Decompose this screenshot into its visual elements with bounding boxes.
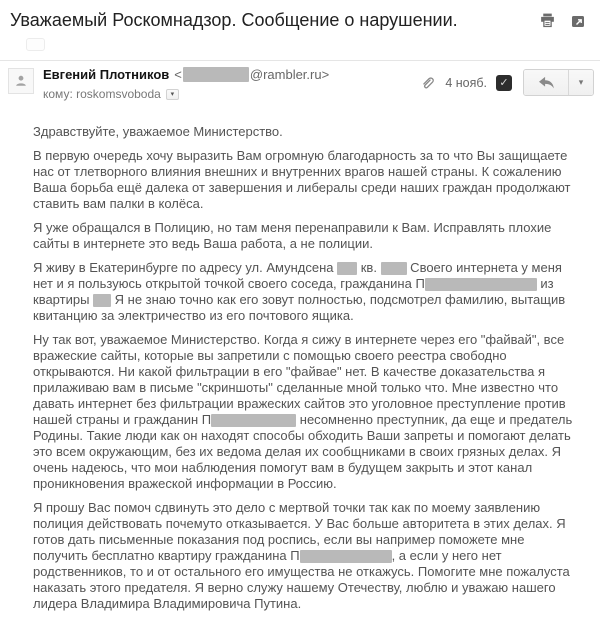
- printer-icon[interactable]: [539, 12, 556, 29]
- email-meta: [420, 66, 594, 96]
- redacted-text: [381, 262, 407, 275]
- open-in-new-icon[interactable]: [569, 12, 586, 29]
- email-bracket-open: <: [174, 67, 182, 82]
- email-domain: @rambler.ru>: [249, 67, 330, 82]
- redacted-text: [211, 414, 296, 427]
- redacted-text: [300, 550, 392, 563]
- email-date: 4 нояб.: [445, 75, 487, 90]
- sender-info: [43, 66, 420, 101]
- checked-checkbox[interactable]: [496, 75, 512, 91]
- redacted-email-user: [183, 67, 249, 82]
- reply-button[interactable]: [524, 70, 569, 95]
- show-details-button[interactable]: [166, 89, 179, 100]
- recipient-text: кому: roskomsvoboda: [43, 87, 161, 101]
- recipient-line: [43, 88, 420, 101]
- sender-header: [0, 61, 600, 101]
- subject-actions: [539, 12, 586, 29]
- avatar: [8, 68, 34, 94]
- more-actions-button[interactable]: [569, 70, 593, 95]
- redacted-text: [93, 294, 111, 307]
- email-paragraph: Здравствуйте, уважаемое Министерство.: [33, 124, 283, 139]
- redacted-text: [425, 278, 537, 291]
- faded-label-chip: [26, 38, 45, 51]
- email-paragraph: Я прошу Вас помоч сдвинуть это дело с мертвой точки так как по моему заявлению полиция действовать почемуто отказывается. У Вас больше авторитета в этих делах. Я готов дать письменные показания под роспись, если вы например поможете мне получить бесплатно квартиру гражданина П , а если у него нет родственников, то и от остального его имущества не откажусь. Помогите мне пожалуста наказать этого предателя. Я верно служу нашему Отечеству, люблю и уважаю нашего лидера Владимира Владимировича Путина.: [33, 500, 570, 611]
- check-icon: ✓: [499, 77, 509, 89]
- email-paragraph: Ну так вот, уважаемое Министерство. Когда я сижу в интернете через его "файвай", все вражеские сайты, которые вы запретили с помощью своего реестра свободно открываются. Ни какой фильтрации в его "файвае" нет. В качестве доказательства я прилаживаю вам в письме "скриншоты" сделанные мной только что. Мне известно что давать интернет без фильтрации вражеских сайтов это уголовное преступление против нашей страны и гражданин П несомненно преступник, да еще и предатель Родины. Такие люди как он находят способы обходить Ваши запреты и помогают делать это всем окружающим, без их ведома делая их сообщниками в своих грязных делах. Я очень надеюсь, что мои наблюдения помогут вам в будущем закрыть и этот канал проникновения вражеской информации в Россию.: [33, 332, 573, 491]
- reply-button-group: [523, 69, 594, 96]
- email-paragraph: Я уже обращался в Полицию, но там меня перенаправили к Вам. Исправлять плохие сайты в интернете это ведь Ваша работа, а не полиции.: [33, 220, 552, 251]
- chevron-down-icon: ▾: [170, 91, 175, 98]
- sender-line: [43, 66, 420, 83]
- email-paragraph: Я живу в Екатеринбурге по адресу ул. Амундсена кв. Своего интернета у меня нет и я пользуюсь открытой точкой своего соседа, гражданина П из квартиры Я не знаю точно как его зовут полностью, подсмотрел фамилию, вытащив квитанцию за электричество из его почтового ящика.: [33, 260, 566, 323]
- paperclip-icon: [420, 75, 438, 90]
- email-subject: Уважаемый Роскомнадзор. Сообщение о нарушении.: [10, 10, 458, 30]
- redacted-text: [337, 262, 357, 275]
- chevron-down-icon: ▾: [578, 77, 584, 87]
- sender-name: Евгений Плотников: [43, 67, 170, 82]
- person-icon: [13, 73, 29, 89]
- subject-row: [0, 0, 600, 31]
- reply-arrow-icon: [537, 75, 556, 90]
- email-paragraph: В первую очередь хочу выразить Вам огромную благодарность за то что Вы защищаете нас от тлетворного влияния внешних и внутренних врагов нашей страны. К сожалению Ваша борьба ещё далека от завершения и либералы среди наших граждан продолжают ставить вам палки в колёса.: [33, 148, 571, 211]
- email-body: [0, 101, 600, 620]
